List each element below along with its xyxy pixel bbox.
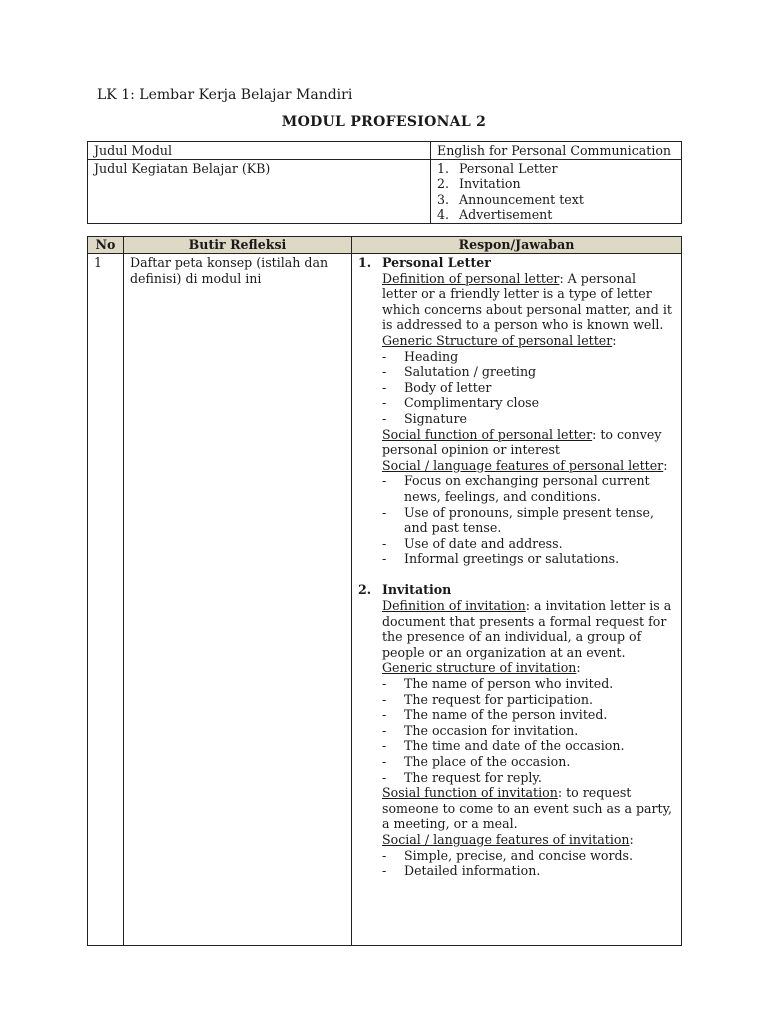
list-item: - The occasion for invitation. [382, 722, 579, 738]
section-heading: 1. Personal Letter [358, 255, 491, 270]
generic-structure-label: Generic structure of invitation: [382, 660, 581, 676]
definition: Definition of invitation: a invitation letter is a document that presents a formal request for the presence of an individual, a group of people or an organization at an event. [382, 598, 672, 660]
kb-item: 2. Invitation [437, 176, 521, 192]
col-butir-header: Butir Refleksi [124, 237, 352, 254]
kb-item: 1. Personal Letter [437, 160, 558, 176]
list-item: - Simple, precise, and concise words. [382, 847, 634, 863]
list-item: - Signature [382, 410, 467, 426]
list-item: - Body of letter [382, 379, 492, 395]
language-features-list [382, 473, 675, 567]
list-item: - The request for reply. [382, 769, 542, 785]
list-item: - The time and date of the occasion. [382, 738, 625, 754]
reflection-header-row [88, 237, 682, 254]
list-item: - Use of pronouns, simple present tense, and past tense. [382, 504, 654, 536]
section-personal-letter [358, 255, 675, 567]
kb-list-cell [431, 159, 682, 223]
judul-modul-value: English for Personal Communication [431, 142, 682, 160]
generic-structure-list [382, 349, 675, 427]
section-gap [358, 567, 675, 583]
judul-modul-label: Judul Modul [88, 142, 431, 160]
module-row [88, 142, 682, 160]
list-item: - Focus on exchanging personal current news, feelings, and conditions. [382, 473, 650, 504]
module-title: MODUL PROFESIONAL 2 [281, 114, 487, 130]
list-item: - The place of the occasion. [382, 754, 571, 769]
reflection-table [87, 236, 682, 946]
generic-structure-label: Generic Structure of personal letter: [382, 332, 617, 348]
list-item: - Complimentary close [382, 395, 540, 411]
list-item: - Salutation / greeting [382, 364, 537, 380]
col-no-header: No [88, 237, 124, 254]
list-item: - Heading [382, 348, 459, 364]
table-row [88, 254, 682, 946]
language-features-label: Social / language features of personal letter: [382, 457, 668, 473]
section-invitation [358, 582, 675, 878]
social-function: Social function of personal letter: to convey personal opinion or interest [382, 426, 662, 458]
kb-item: 3. Announcement text [437, 191, 584, 207]
list-item: - The name of person who invited. [382, 676, 614, 692]
language-features-label: Social / language features of invitation: [382, 831, 634, 847]
kb-row [88, 159, 682, 223]
response-cell [352, 254, 682, 946]
definition: Definition of personal letter: A personal letter or a friendly letter is a type of letter which concerns about personal matter, and it is addressed to a person who is known well. [382, 270, 672, 333]
kb-item: 4. Advertisement [437, 207, 553, 223]
judul-kb-label: Judul Kegiatan Belajar (KB) [88, 159, 431, 223]
list-item: - Use of date and address. [382, 535, 563, 551]
section-heading: 2. Invitation [358, 582, 452, 598]
row-number: 1 [88, 254, 124, 946]
generic-structure-list [382, 676, 675, 785]
kb-list [437, 161, 675, 223]
list-item: - The name of the person invited. [382, 707, 608, 723]
social-function: Sosial function of invitation: to request someone to come to an event such as a party, a meeting, or a meal. [382, 785, 673, 832]
row-butir: Daftar peta konsep (istilah dan definisi) di modul ini [124, 254, 352, 946]
worksheet-label: LK 1: Lembar Kerja Belajar Mandiri [97, 87, 353, 103]
col-respon-header: Respon/Jawaban [352, 237, 682, 254]
list-item: - Detailed information. [382, 863, 541, 879]
language-features-list [382, 848, 675, 879]
list-item: - Informal greetings or salutations. [382, 551, 620, 567]
list-item: - The request for participation. [382, 691, 593, 707]
module-info-table [87, 141, 682, 224]
